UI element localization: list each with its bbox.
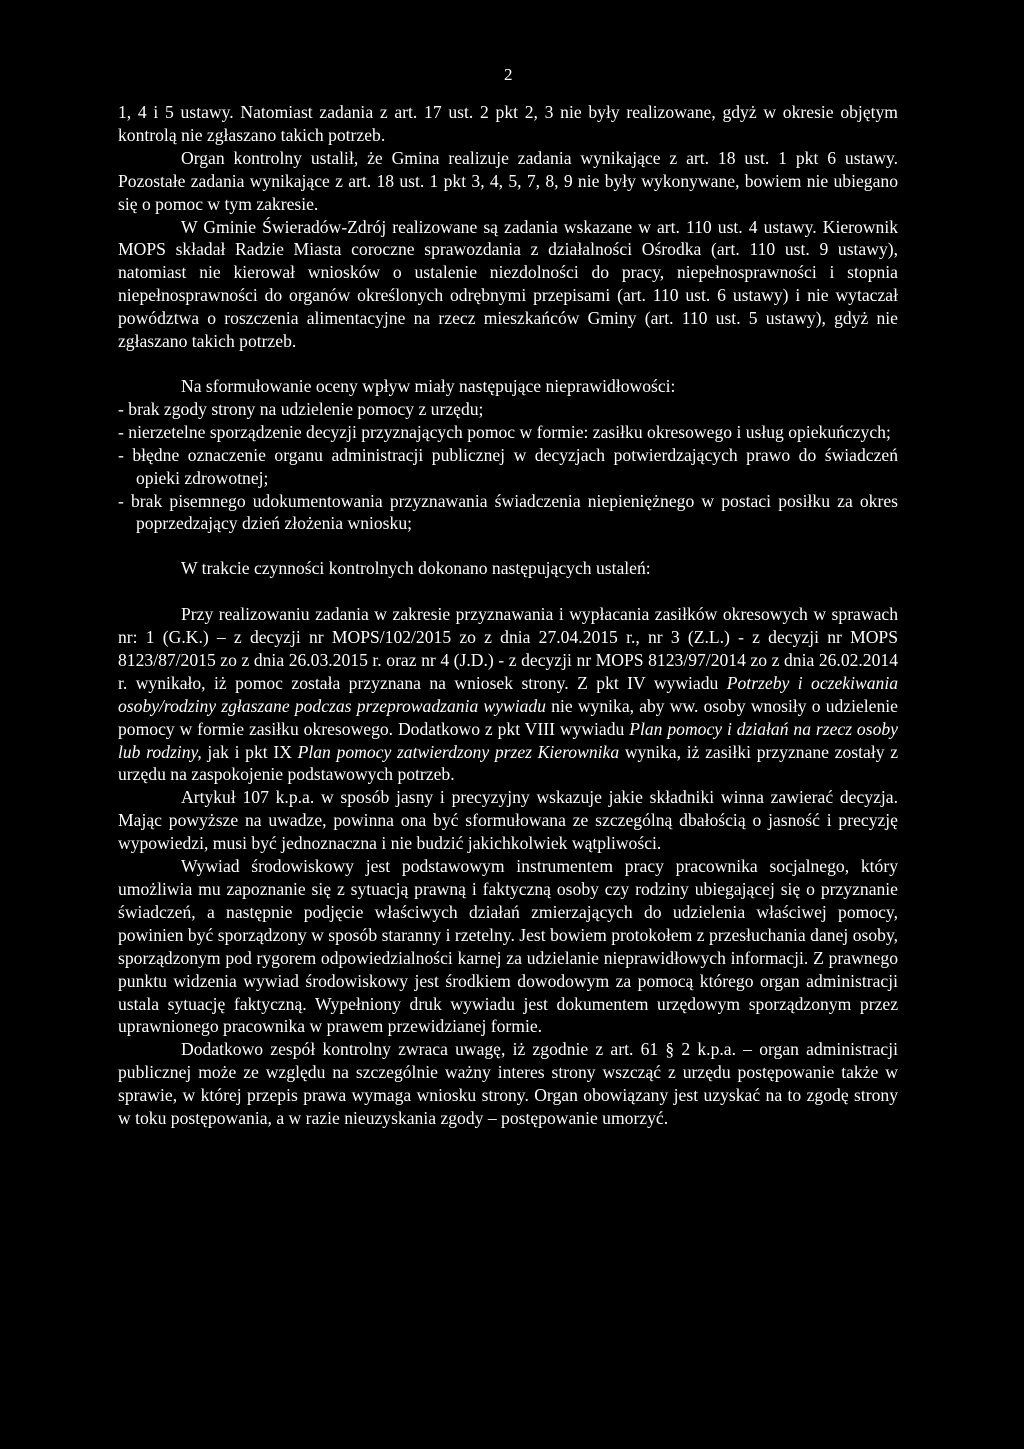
- paragraph-continuation: 1, 4 i 5 ustawy. Natomiast zadania z art. 17 ust. 2 pkt 2, 3 nie były realizowane, gdyż w okresie objętym kontrolą nie zgłaszano takich potrzeb.: [118, 102, 898, 145]
- document-body: [118, 101, 898, 1130]
- findings-heading: W trakcie czynności kontrolnych dokonano następujących ustaleń:: [181, 558, 651, 579]
- list-item: - brak pisemnego udokumentowania przyznawania świadczenia niepieniężnego w postaci posiłku za okres poprzedzający dzień złożenia wniosku;: [118, 490, 898, 536]
- paragraph-art-110: W Gminie Świeradów-Zdrój realizowane są zadania wskazane w art. 110 ust. 4 ustawy. Kierownik MOPS składał Radzie Miasta coroczne sprawozdania z działalności Ośrodka (art. 110 ust. 9 ustawy), natomiast nie kierował wniosków o ustalenie niezdolności do pracy, niepełnosprawności i stopnia niepełnosprawności do organów określonych odrębnymi przepisami (art. 110 ust. 6 ustawy) i nie wytaczał powództwa o roszczenia alimentacyjne na rzecz mieszkańców Gminy (art. 110 ust. 5 ustawy), gdyż nie zgłaszano takich potrzeb.: [118, 216, 898, 352]
- text-segment: Przy realizowaniu zadania w zakresie przyznawania i wypłacania zasiłków okresowych w sprawach nr: 1 (G.K.) – z decyzji nr MOPS/102/2015 zo z dnia 27.04.2015 r., nr 3 (Z.L.) - z decyzji nr MOPS 8123/87/2015 zo z dnia 26.03.2015 r. oraz nr 4 (J.D.) - z decyzji nr MOPS 8123/97/2014 zo z dnia 26.02.2014 r. wynikało, iż pomoc została przyznana na wniosek strony. Z pkt IV wywiadu: [118, 604, 898, 693]
- list-item: - nierzetelne sporządzenie decyzji przyznających pomoc w formie: zasiłku okresowego i usług opiekuńczych;: [118, 421, 898, 444]
- paragraph-art-107: Artykuł 107 k.p.a. w sposób jasny i precyzyjny wskazuje jakie składniki winna zawierać decyzja. Mając powyższe na uwadze, powinna ona być sformułowana ze szczególną dbałością o jasność i precyzję wypowiedzi, musi być jednoznaczna i nie budzić jakichkolwiek wątpliwości.: [118, 787, 898, 854]
- list-item: - błędne oznaczenie organu administracji publicznej w decyzjach potwierdzających prawo do świadczeń opieki zdrowotnej;: [118, 444, 898, 490]
- text-segment: jak i pkt IX: [201, 741, 298, 762]
- page-number: 2: [504, 65, 513, 84]
- italic-segment: Potrzeby i oczekiwania osoby/rodziny zgłaszane podczas przeprowadzania wywiadu: [118, 672, 899, 716]
- list-item: - brak zgody strony na udzielenie pomocy z urzędu;: [118, 398, 898, 421]
- irregularities-list: [118, 398, 898, 535]
- paragraph-art-61: Dodatkowo zespół kontrolny zwraca uwagę, iż zgodnie z art. 61 § 2 k.p.a. – organ administracji publicznej może ze względu na szczególnie ważny interes strony wszcząć z urzędu postępowanie także w sprawie, w której przepis prawa wymaga wniosku strony. Organ obowiązany jest uzyskać na to zgodę strony w toku postępowania, a w razie nieuzyskania zgody – postępowanie umorzyć.: [118, 1039, 898, 1129]
- italic-segment: Plan pomocy i działań na rzecz osoby lub rodziny,: [118, 718, 898, 762]
- paragraph-interview: Wywiad środowiskowy jest podstawowym instrumentem pracy pracownika socjalnego, który umożliwia mu zapoznanie się z sytuacją prawną i faktyczną osoby czy rodziny ubiegającej się o przyznanie świadczeń, a następnie podjęcie właściwych działań zmierzających do udzielenia właściwej pomocy, powinien być sporządzony w sposób staranny i rzetelny. Jest bowiem protokołem z przesłuchania danej osoby, sporządzonym pod rygorem odpowiedzialności karnej za udzielanie nieprawidłowych informacji. Z prawnego punktu widzenia wywiad środowiskowy jest środkiem dowodowym za pomocą którego organ administracji ustala sytuację faktyczną. Wypełniony druk wywiadu jest dokumentem urzędowym sporządzonym przez uprawnionego pracownika w prawem przewidzianej formie.: [118, 856, 898, 1037]
- irregularities-heading: Na sformułowanie oceny wpływ miały następujące nieprawidłowości:: [181, 375, 676, 396]
- paragraph-art-18: Organ kontrolny ustalił, że Gmina realizuje zadania wynikające z art. 18 ust. 1 pkt 6 ustawy. Pozostałe zadania wynikające z art. 18 ust. 1 pkt 3, 4, 5, 7, 8, 9 nie były wykonywane, bowiem nie ubiegano się o pomoc w tym zakresie.: [118, 147, 898, 214]
- italic-segment: Plan pomocy zatwierdzony przez Kierownika: [297, 741, 620, 762]
- paragraph-periodic-allowance: [118, 603, 898, 786]
- text-segment: wynika, iż zasiłki przyznane zostały z urzędu na zaspokojenie podstawowych potrzeb.: [118, 741, 899, 785]
- text-segment: nie wynika, aby ww. osoby wnosiły o udzielenie pomocy w formie zasiłku okresowego. Dodatkowo z pkt VIII wywiadu: [118, 695, 898, 739]
